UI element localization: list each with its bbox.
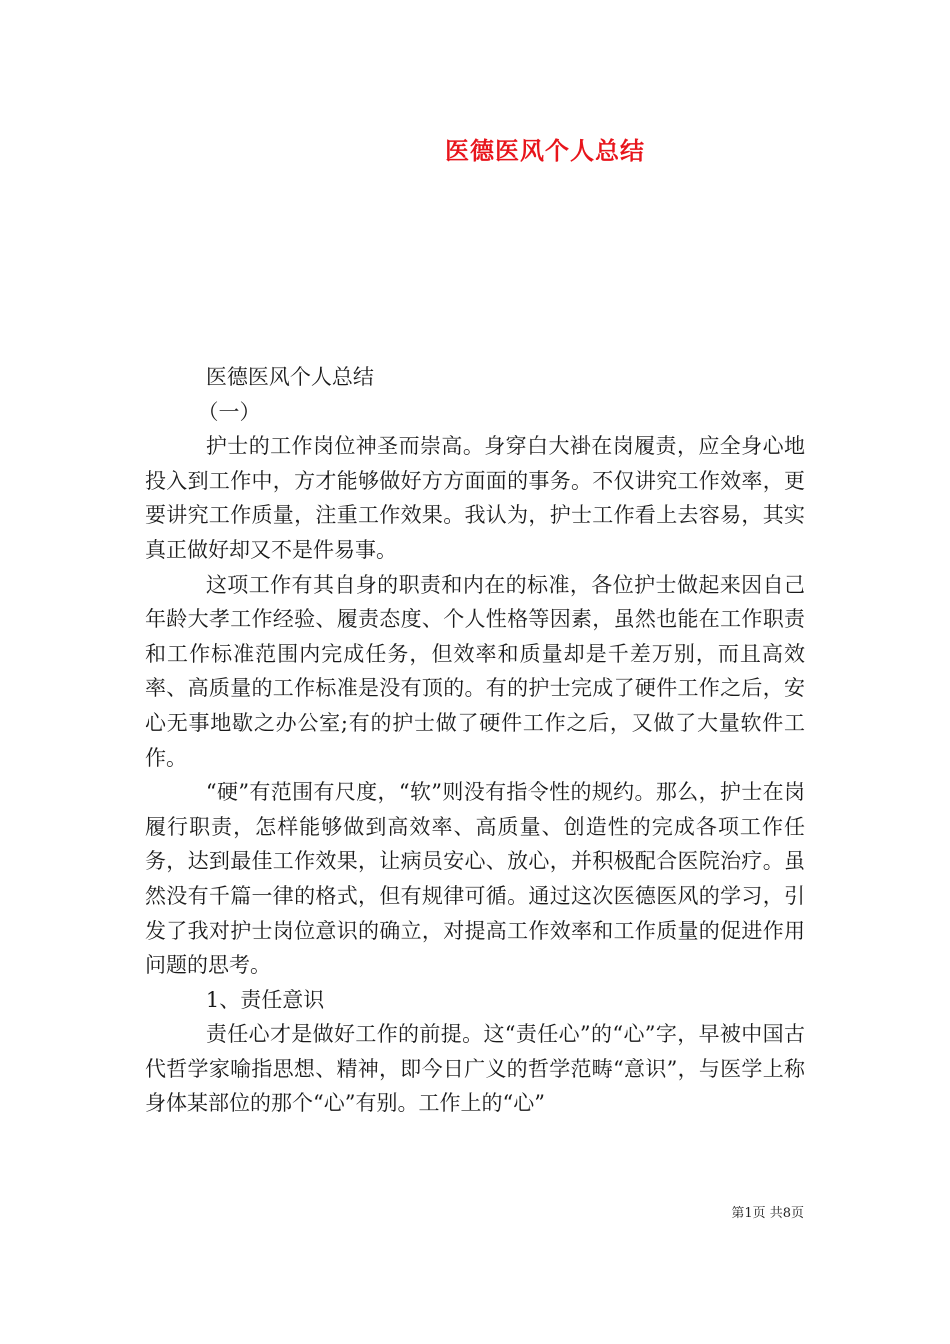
paragraph-1: 护士的工作岗位神圣而崇高。身穿白大褂在岗履责，应全身心地投入到工作中，方才能够做好方方面面的事务。不仅讲究工作效率，更要讲究工作质量，注重工作效果。我认为，护士工作看上去容易，其实真正做好却又不是件易事。	[145, 434, 805, 562]
section-marker: （一）	[197, 399, 261, 424]
paragraph-3: “硬”有范围有尺度，“软”则没有指令性的规约。那么，护士在岗履行职责，怎样能够做到高效率、高质量、创造性的完成各项工作任务，达到最佳工作效果，让病员安心、放心，并积极配合医院治疗。虽然没有千篇一律的格式，但有规律可循。通过这次医德医风的学习，引发了我对护士岗位意识的确立，对提高工作效率和工作质量的促进作用问题的思考。	[145, 780, 805, 978]
document-title: 医德医风个人总结	[445, 136, 645, 165]
paragraph-2: 这项工作有其自身的职责和内在的标准，各位护士做起来因自己年龄大孝工作经验、履责态度、个人性格等因素，虽然也能在工作职责和工作标准范围内完成任务，但效率和质量却是千差万别，而且高效率、高质量的工作标准是没有顶的。有的护士完成了硬件工作之后，安心无事地歇之办公室;有的护士做了硬件工作之后，又做了大量软件工作。	[145, 572, 805, 770]
document-body	[145, 360, 805, 1121]
page-number: 第1页 共8页	[731, 1206, 804, 1221]
subheading-responsibility: 1、责任意识	[205, 987, 325, 1012]
paragraph-4: 责任心才是做好工作的前提。这“责任心”的“心”字，早被中国古代哲学家喻指思想、精神，即今日广义的哲学范畴“意识”，与医学上称身体某部位的那个“心”有别。工作上的“心”	[145, 1022, 805, 1116]
body-heading: 医德医风个人总结	[205, 365, 374, 389]
